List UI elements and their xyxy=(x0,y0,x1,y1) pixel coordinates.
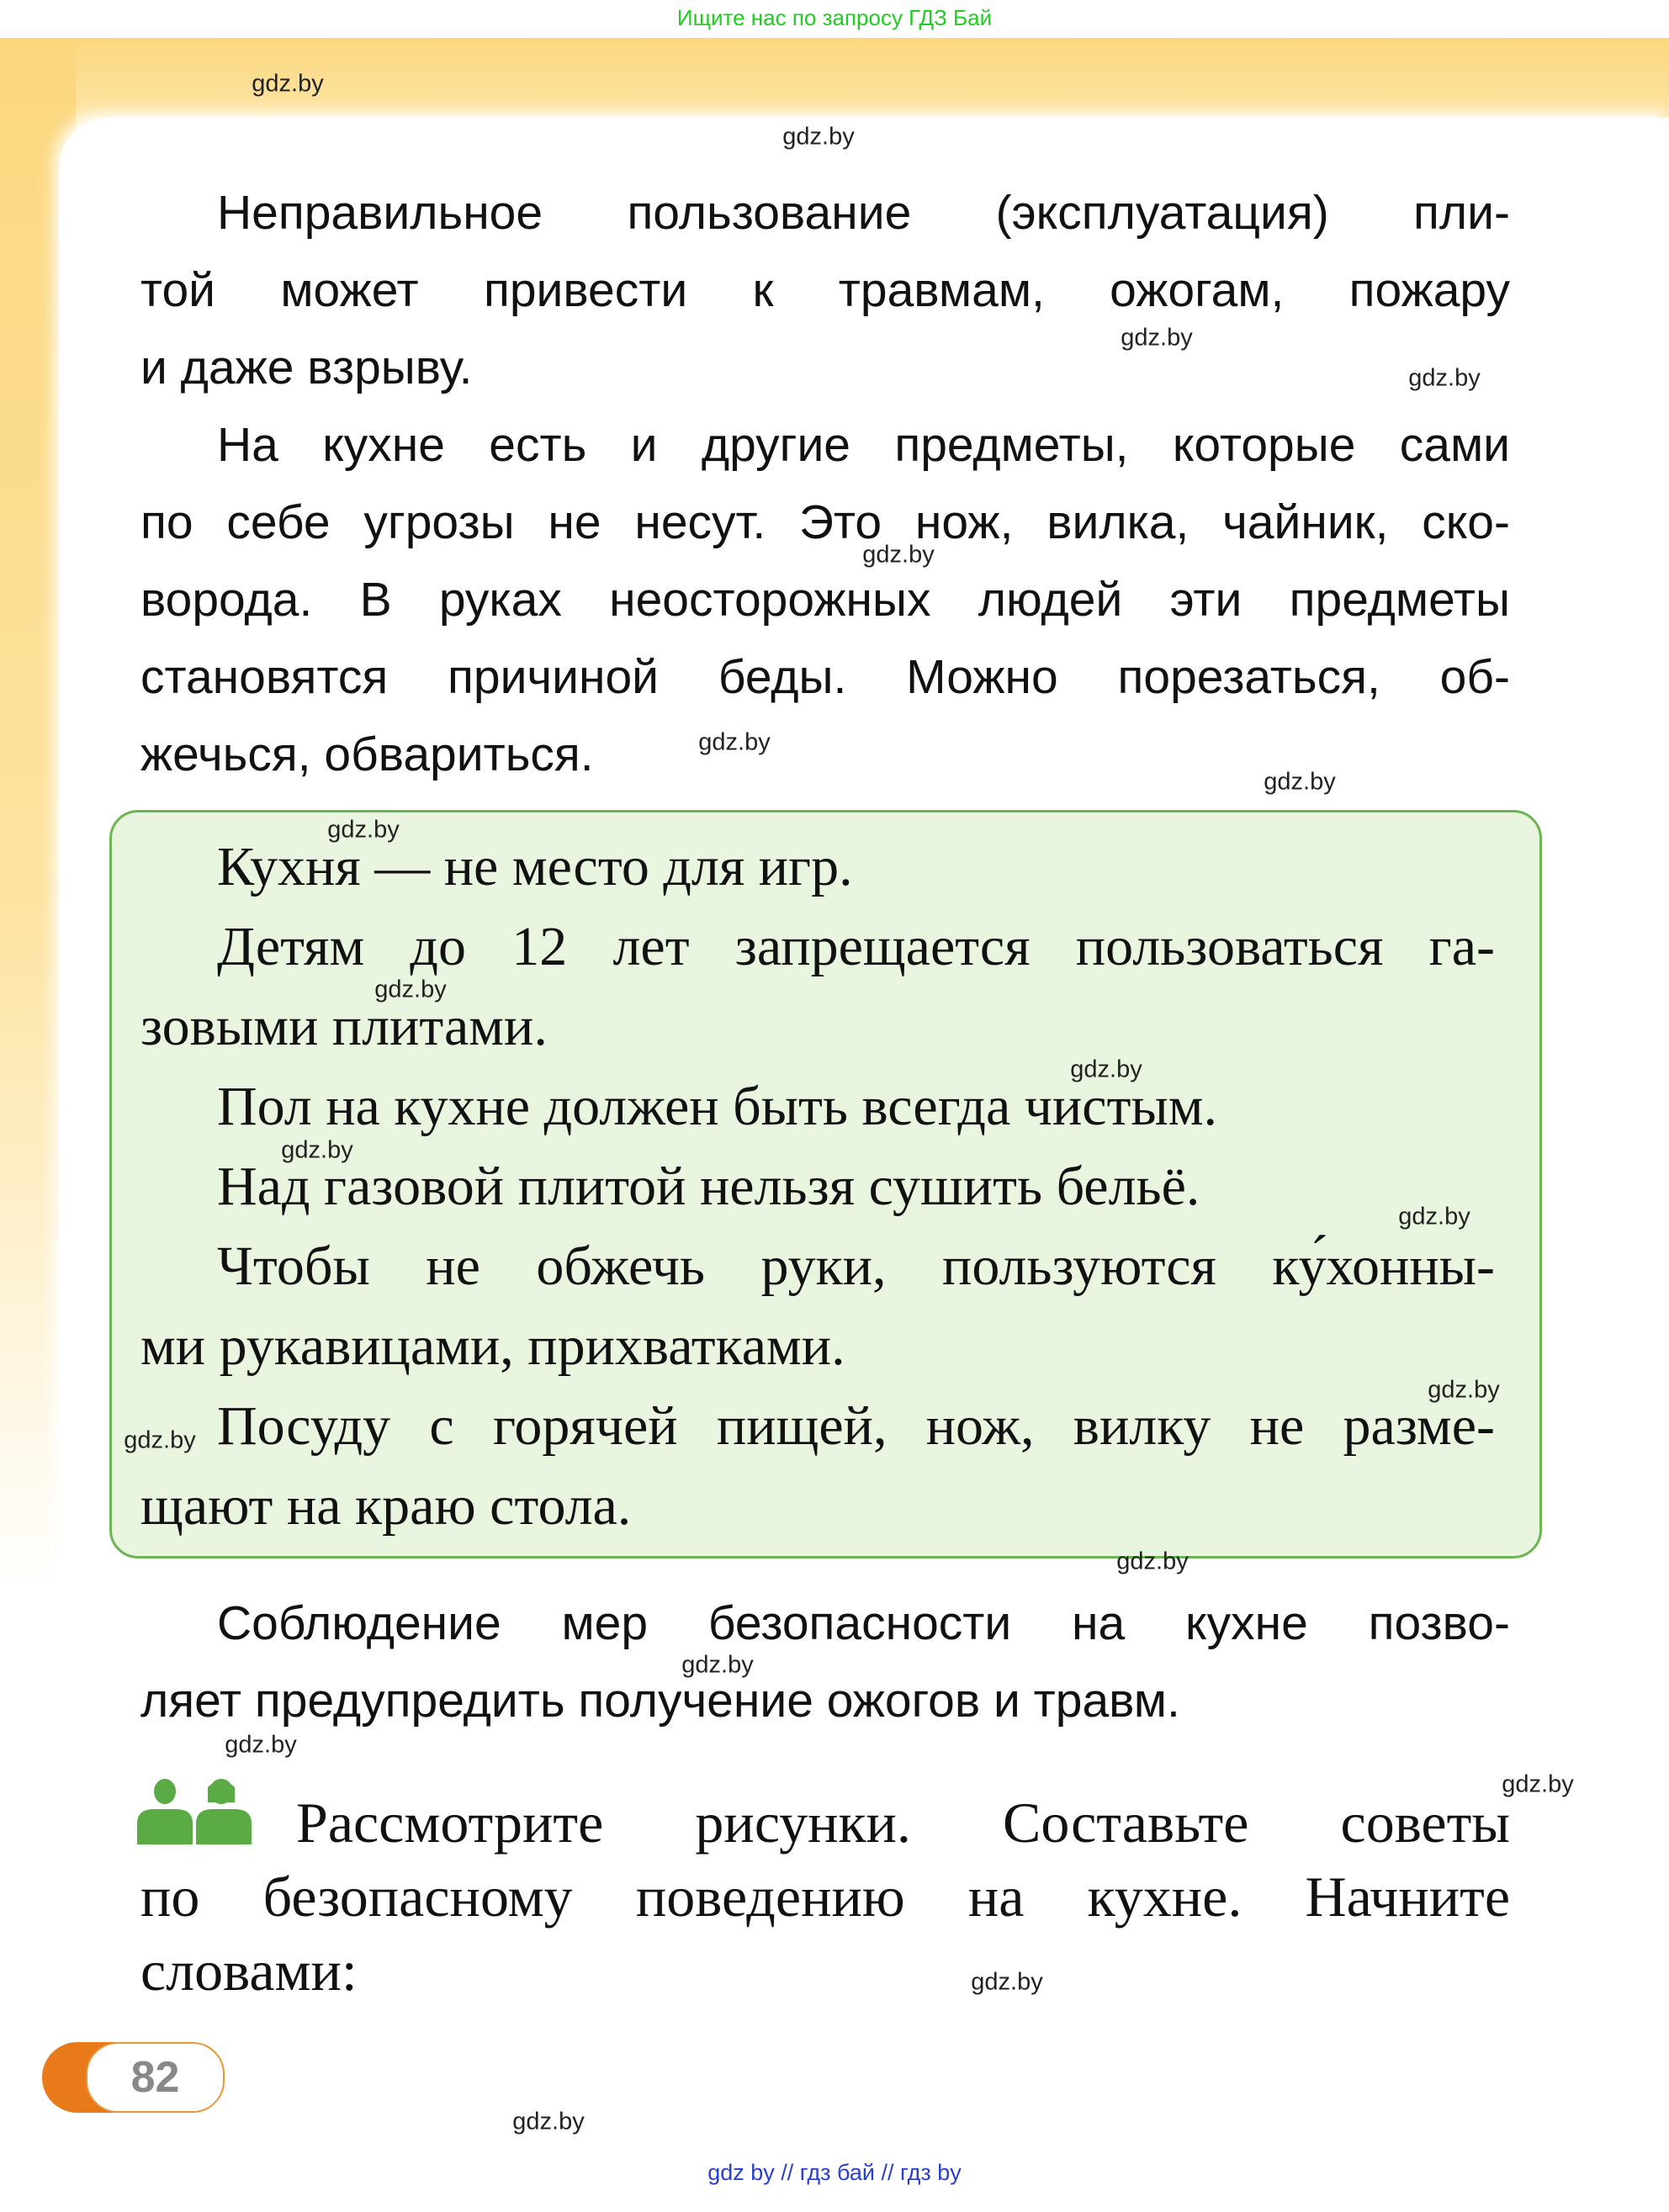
watermark: gdz.by xyxy=(1398,1203,1470,1230)
watermark: gdz.by xyxy=(1264,768,1336,796)
rule-line: Детям до 12 лет запрещается пользоваться га- xyxy=(217,916,1495,977)
watermark: gdz.by xyxy=(252,70,324,98)
watermark: gdz.by xyxy=(1121,324,1193,352)
watermark: gdz.by xyxy=(681,1651,754,1679)
page-number: 82 xyxy=(86,2042,225,2113)
text-line: ворода. В руках неосторожных людей эти предметы xyxy=(140,573,1510,627)
watermark: gdz.by xyxy=(1116,1548,1189,1575)
watermark: gdz.by xyxy=(1070,1056,1142,1083)
text-line: той может привести к травмам, ожогам, пожару xyxy=(140,263,1510,317)
rule-line: Над газовой плитой нельзя сушить бельё. xyxy=(217,1156,1200,1217)
watermark: gdz.by xyxy=(862,541,935,569)
rule-line: щают на краю стола. xyxy=(140,1475,632,1537)
paragraph-stove-misuse xyxy=(140,174,1510,793)
rule-line: зовыми плитами. xyxy=(140,996,548,1057)
text-line: по себе угрозы не несут. Это нож, вилка, чайник, ско- xyxy=(140,495,1510,549)
watermark: gdz.by xyxy=(327,816,400,844)
task-line: Рассмотрите рисунки. Составьте советы xyxy=(296,1791,1510,1855)
watermark: gdz.by xyxy=(698,728,771,756)
watermark: gdz.by xyxy=(225,1731,297,1759)
watermark: gdz.by xyxy=(374,976,447,1003)
kitchen-rules-text xyxy=(140,827,1495,1546)
watermark: gdz.by xyxy=(512,2108,585,2135)
task-text xyxy=(140,1786,1510,2008)
watermark: gdz.by xyxy=(281,1136,353,1164)
text-line: Неправильное пользование (эксплуатация) пли- xyxy=(217,186,1510,240)
watermark: gdz.by xyxy=(124,1426,196,1454)
watermark: gdz.by xyxy=(1408,364,1481,392)
watermark: gdz.by xyxy=(971,1968,1043,1996)
watermark: gdz.by xyxy=(1502,1770,1574,1798)
rule-line: Посуду с горячей пищей, нож, вилку не разме- xyxy=(217,1395,1495,1457)
rule-line: Чтобы не обжечь руки, пользуются ку́хонны- xyxy=(217,1236,1495,1297)
task-line: по безопасному поведению на кухне. Начните xyxy=(140,1865,1510,1929)
page-number-badge xyxy=(42,2042,225,2113)
rule-line: Кухня — не место для игр. xyxy=(217,836,853,897)
watermark: gdz.by xyxy=(1428,1376,1500,1404)
top-banner[interactable]: Ищите нас по запросу ГДЗ Бай xyxy=(0,0,1669,38)
watermark: gdz.by xyxy=(782,123,855,151)
text-line: становятся причиной беды. Можно порезаться, об- xyxy=(140,650,1510,704)
rule-line: ми рукавицами, прихватками. xyxy=(140,1315,845,1377)
task-line: словами: xyxy=(140,1939,358,2003)
text-line: На кухне есть и другие предметы, которые сами xyxy=(217,418,1510,472)
text-line: и даже взрыву. xyxy=(140,341,473,394)
text-line: Соблюдение мер безопасности на кухне позво- xyxy=(217,1596,1510,1650)
text-line: жечься, обвариться. xyxy=(140,728,594,781)
text-line: ляет предупредить получение ожогов и травм. xyxy=(140,1674,1180,1728)
footer-links[interactable]: gdz by // гдз бай // гдз by xyxy=(707,2160,962,2185)
paragraph-conclusion xyxy=(140,1585,1510,1739)
rule-line: Пол на кухне должен быть всегда чистым. xyxy=(217,1076,1218,1137)
